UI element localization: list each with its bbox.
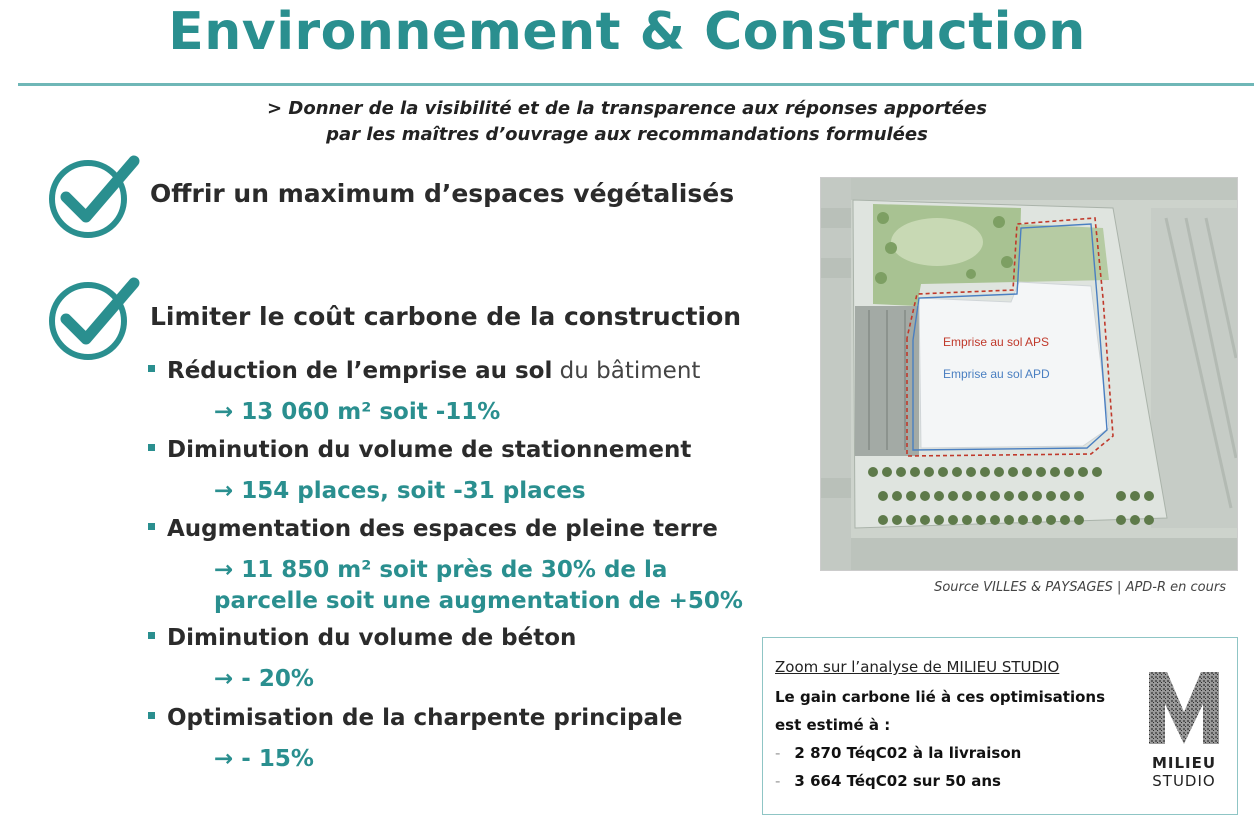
item-result: → 11 850 m² soit près de 30% de la — [214, 557, 668, 583]
item-result: → 154 places, soit -31 places — [214, 478, 586, 504]
box-list-item — [775, 772, 1001, 790]
item-label: Optimisation de la charpente principale — [167, 705, 683, 731]
heading-vegetated-spaces: Offrir un maximum d’espaces végétalisés — [150, 179, 735, 208]
milieu-studio-box — [762, 637, 1238, 815]
heading-carbon-cost: Limiter le coût carbone de la construction — [150, 302, 742, 331]
item-result: → - 15% — [214, 746, 314, 772]
legend-aps-label: Emprise au sol APS — [943, 335, 1050, 349]
subtitle-line-1: > Donner de la visibilité et de la transparence aux réponses apportées — [267, 98, 987, 119]
list-item — [148, 705, 682, 731]
title-divider — [18, 83, 1254, 86]
bullet-square-icon — [148, 632, 155, 639]
list-item — [148, 625, 576, 651]
list-item — [148, 437, 691, 463]
item-label: Diminution du volume de stationnement — [167, 437, 692, 463]
item-result: → 13 060 m² soit -11% — [214, 399, 501, 425]
box-title: Zoom sur l’analyse de MILIEU STUDIO — [775, 658, 1060, 676]
image-caption: Source VILLES & PAYSAGES | APD-R en cours — [934, 580, 1226, 595]
subtitle — [0, 96, 1254, 148]
dash-icon: - — [775, 772, 781, 790]
list-item — [148, 358, 700, 384]
list-item — [148, 516, 718, 542]
bullet-square-icon — [148, 365, 155, 372]
aerial-site-plan — [820, 177, 1238, 571]
dash-icon: - — [775, 744, 781, 762]
page-title: Environnement & Construction — [168, 2, 1086, 62]
item-label: Diminution du volume de béton — [167, 625, 577, 651]
milieu-studio-logo-icon — [1147, 664, 1221, 768]
item-result-continued: parcelle soit une augmentation de +50% — [214, 588, 743, 614]
bullet-square-icon — [148, 444, 155, 451]
item-label: Augmentation des espaces de pleine terre — [167, 516, 718, 542]
legend-apd-label: Emprise au sol APD — [943, 367, 1050, 381]
box-list-item-text: 3 664 TéqC02 sur 50 ans — [794, 772, 1001, 790]
bullet-square-icon — [148, 523, 155, 530]
item-result: → - 20% — [214, 666, 314, 692]
box-text-line-1: Le gain carbone lié à ces optimisations — [775, 688, 1106, 706]
subtitle-line-2: par les maîtres d’ouvrage aux recommandations formulées — [326, 124, 928, 145]
item-label-suffix: du bâtiment — [552, 358, 701, 384]
box-list-item — [775, 744, 1021, 762]
site-plan-drawing — [821, 178, 1237, 570]
checkmark-icon — [44, 155, 140, 239]
logo-text-studio: STUDIO — [1152, 772, 1216, 790]
item-label: Réduction de l’emprise au sol — [167, 358, 553, 384]
checkmark-icon — [44, 277, 140, 361]
bullet-square-icon — [148, 712, 155, 719]
logo-text-milieu: MILIEU — [1151, 754, 1217, 772]
box-text-line-2: est estimé à : — [775, 716, 891, 734]
box-list-item-text: 2 870 TéqC02 à la livraison — [794, 744, 1022, 762]
